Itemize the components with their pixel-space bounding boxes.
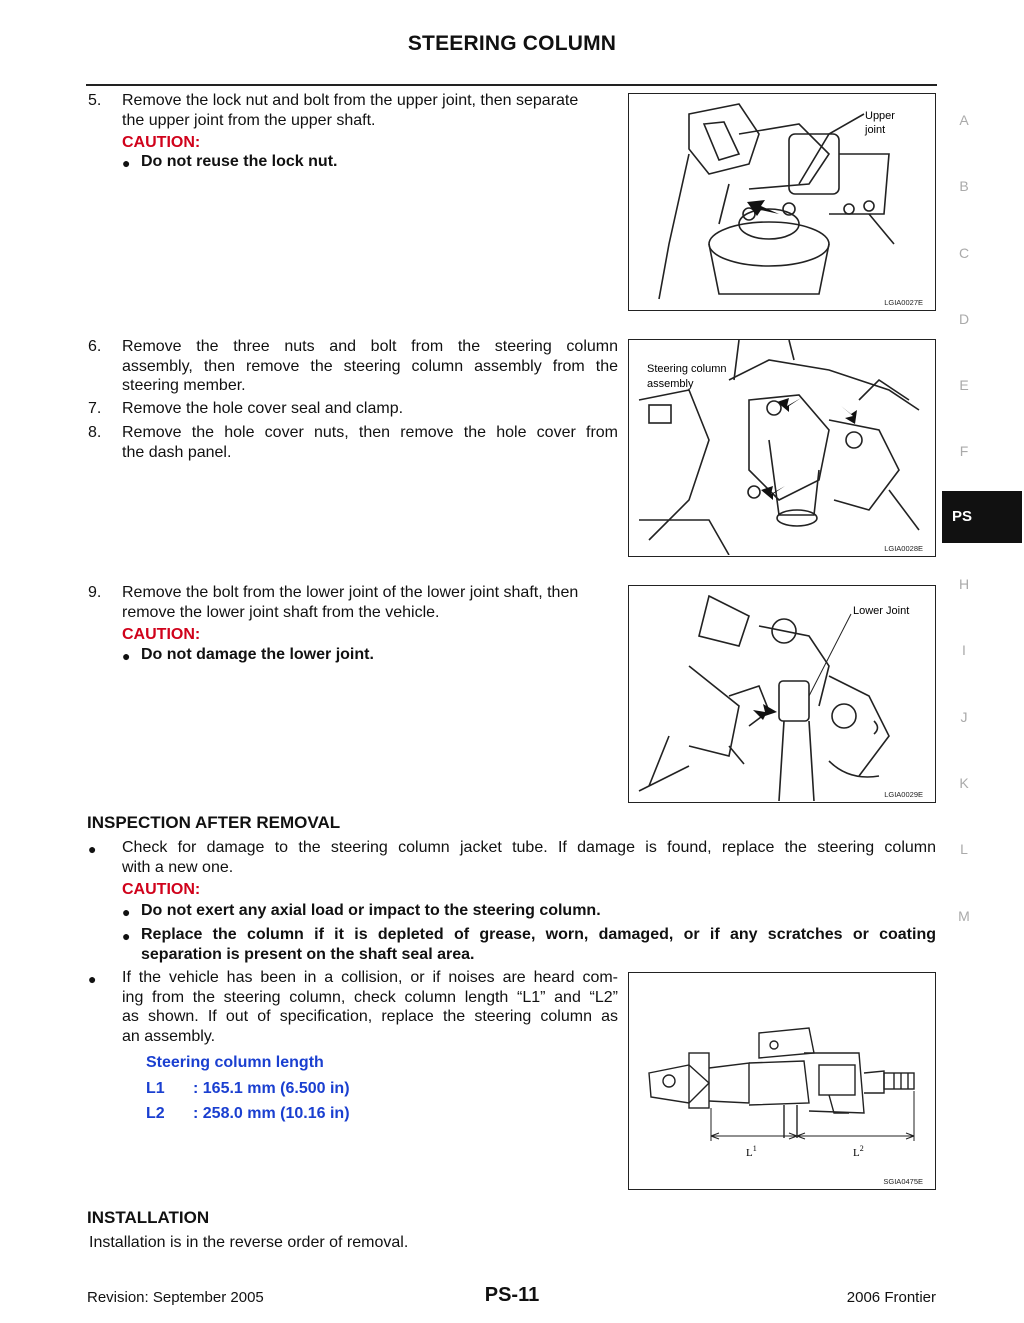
figure-label: Upper [865,110,895,122]
side-tab-e[interactable]: E [959,377,969,393]
caution-label: CAUTION: [122,881,201,898]
step-number: 6. [88,338,102,355]
bullet-line: If the vehicle has been in a collision, or if noises are heard com- [122,969,618,986]
step-line: assembly, then remove the steering column assembly from the [122,357,618,375]
bullet-line: with a new one. [122,858,234,876]
figure-label: Steering column [647,363,727,375]
caution-item [141,925,936,964]
bullet-text [122,838,936,877]
bullet-line: Check for damage to the steering column jacket tube. If damage is found, replace the steering column [122,839,936,856]
step-line: Remove the three nuts and bolt from the steering column [122,338,618,355]
caution-item: Do not reuse the lock nut. [141,153,338,170]
upper-joint-diagram [629,94,934,309]
footer-model: 2006 Frontier [846,1289,936,1306]
figure-label: assembly [647,378,694,390]
figure-code: LGIA0027E [884,298,923,307]
side-tab-c[interactable]: C [958,245,970,261]
step-text [122,423,618,462]
spec-title: Steering column length [146,1054,324,1071]
arrow-icon [753,704,777,720]
step-text [122,337,618,396]
bullet-line: ing from the steering column, check column length “L1” and “L2” [122,988,618,1006]
figure-code: SGIA0475E [883,1177,923,1186]
step-line: Remove the hole cover seal and clamp. [122,400,404,417]
footer-revision: Revision: September 2005 [87,1289,264,1306]
dimension-label [746,1144,757,1159]
side-tab-i[interactable]: I [962,642,966,658]
bullet-dot-icon: ● [122,155,131,171]
arrow-icon [841,406,857,424]
dimension-subscript: 2 [859,1144,864,1153]
spec-label: L2 [146,1105,165,1122]
caution-line: Replace the column if it is depleted of grease, worn, damaged, or if any scratches or coating [141,926,936,943]
side-tab-h[interactable]: H [958,576,970,592]
figure-upper-joint [628,93,936,311]
column-length-diagram [629,973,934,1188]
step-number: 5. [88,92,102,109]
dimension-letter: L [853,1147,860,1159]
bullet-line: as shown. If out of specification, replace the steering column as [122,1008,618,1025]
page-number: PS-11 [484,1284,540,1306]
side-tab-a[interactable]: A [959,112,969,128]
caution-label: CAUTION: [122,134,201,151]
side-tab-ps[interactable]: PS [942,491,1022,543]
figure-label: Lower Joint [853,605,910,617]
spec-value: : 165.1 mm (6.500 in) [193,1080,350,1097]
bullet-dot-icon: ● [122,648,131,664]
figure-code: LGIA0029E [884,790,923,799]
side-tab-d[interactable]: D [958,311,970,327]
step-line: Remove the bolt from the lower joint of the lower joint shaft, then [122,584,579,601]
section-heading: INSPECTION AFTER REMOVAL [87,813,341,832]
caution-label: CAUTION: [122,626,201,643]
side-tab-f[interactable]: F [959,443,969,459]
page-title: STEERING COLUMN [407,32,617,55]
step-number: 7. [88,400,102,417]
side-tab-j[interactable]: J [960,709,968,725]
bullet-text [122,968,618,1046]
arrow-icon [747,200,779,216]
installation-text: Installation is in the reverse order of removal. [89,1234,409,1251]
bullet-dot-icon: ● [88,971,97,987]
steering-column-assembly-diagram [629,340,934,555]
bullet-dot-icon: ● [88,841,97,857]
bullet-line: an assembly. [122,1027,216,1045]
side-tab-k[interactable]: K [959,775,969,791]
step-line: the upper joint from the upper shaft. [122,111,376,129]
bullet-dot-icon: ● [122,904,131,920]
caution-item: Do not exert any axial load or impact to the steering column. [141,902,601,919]
step-text [122,91,622,130]
dimension-subscript: 1 [752,1144,757,1153]
step-line: steering member. [122,377,246,394]
step-line: the dash panel. [122,443,232,461]
figure-column-length [628,972,936,1190]
side-tab-b[interactable]: B [959,178,969,194]
spec-value: : 258.0 mm (10.16 in) [193,1105,350,1122]
section-heading: INSTALLATION [87,1208,210,1227]
dimension-label [853,1144,864,1159]
step-number: 8. [88,424,102,441]
figure-steering-column-assembly [628,339,936,557]
bullet-dot-icon: ● [122,928,131,944]
step-number: 9. [88,584,102,601]
step-line: Remove the hole cover nuts, then remove the hole cover from [122,424,618,441]
step-text [122,583,622,622]
step-line: Remove the lock nut and bolt from the upper joint, then separate [122,92,579,109]
header-rule [86,84,937,86]
spec-label: L1 [146,1080,165,1097]
caution-item: Do not damage the lower joint. [141,646,374,663]
dimension-letter: L [746,1147,753,1159]
caution-line: separation is present on the shaft seal area. [141,945,475,963]
step-line: remove the lower joint shaft from the vehicle. [122,603,440,621]
lower-joint-diagram [629,586,934,801]
figure-code: LGIA0028E [884,544,923,553]
side-tab-l[interactable]: L [960,841,968,857]
side-tab-m[interactable]: M [958,908,970,924]
figure-lower-joint [628,585,936,803]
arrow-icon [761,486,785,500]
figure-label: joint [865,124,886,136]
